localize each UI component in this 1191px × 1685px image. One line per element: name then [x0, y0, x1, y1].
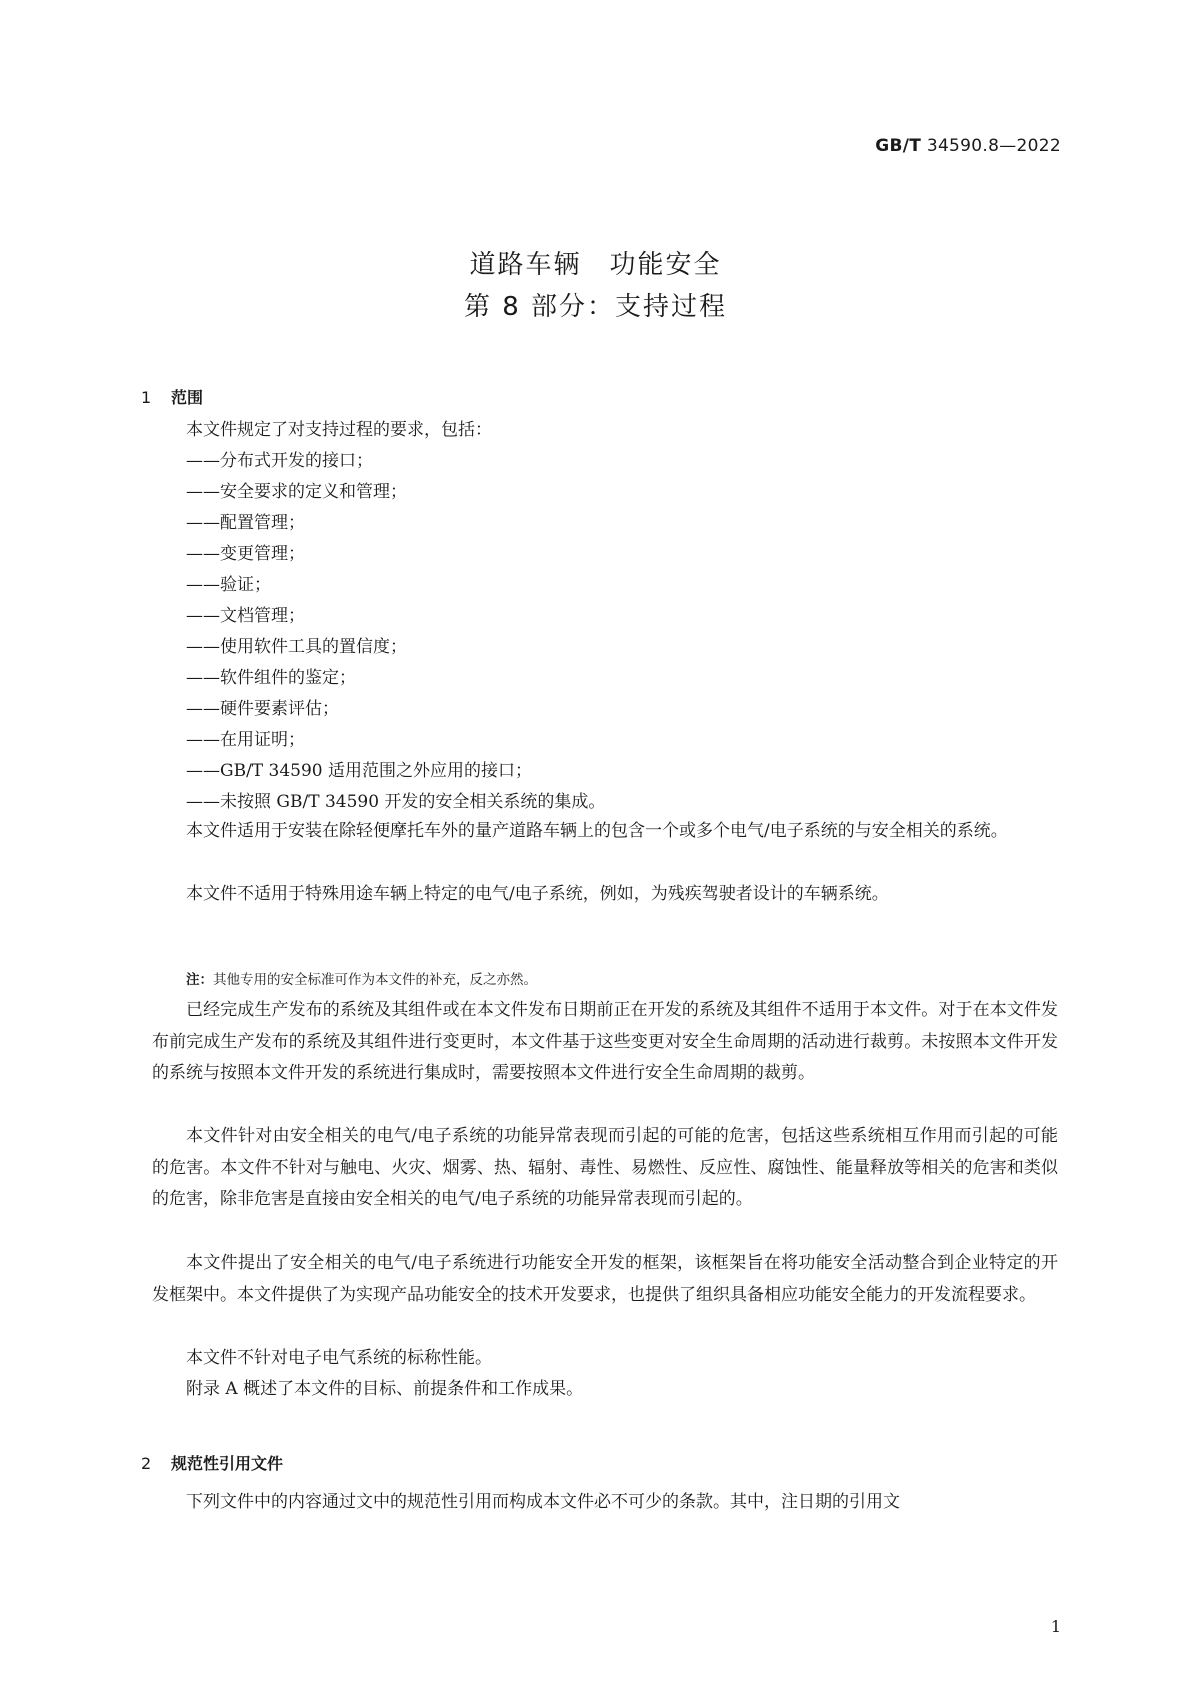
paragraph-applicability: 本文件适用于安装在除轻便摩托车外的量产道路车辆上的包含一个或多个电气/电子系统的与安全相关的系统。 [186, 821, 1008, 841]
note [186, 970, 537, 990]
paragraph-framework: 本文件提出了安全相关的电气/电子系统进行功能安全开发的框架，该框架旨在将功能安全活动整合到企业特定的开发框架中。本文件提供了为实现产品功能安全的技术开发要求，也提供了组织具备相应功能安全能力的开发流程要求。 [152, 1253, 1058, 1305]
scope-list-item: ——未按照 GB/T 34590 开发的安全相关系统的集成。 [186, 792, 606, 812]
document-title: 道路车辆 功能安全 [469, 250, 722, 280]
scope-intro: 本文件规定了对支持过程的要求，包括： [186, 420, 492, 440]
standard-prefix: GB/T [875, 136, 922, 156]
scope-list-item: ——使用软件工具的置信度； [186, 637, 407, 657]
section-2-title: 规范性引用文件 [171, 1454, 284, 1473]
section-2-heading [141, 1451, 283, 1474]
paragraph-exclusion: 本文件不适用于特殊用途车辆上特定的电气/电子系统，例如，为残疾驾驶者设计的车辆系统。 [186, 884, 889, 904]
scope-list-item: ——分布式开发的接口； [186, 451, 373, 471]
paragraph-normative-references: 下列文件中的内容通过文中的规范性引用而构成本文件必不可少的条款。其中，注日期的引用文 [186, 1492, 900, 1512]
section-2-number: 2 [141, 1454, 152, 1473]
note-label: 注： [186, 972, 213, 988]
note-text: 其他专用的安全标准可作为本文件的补充，反之亦然。 [213, 972, 537, 988]
paragraph-nominal-performance: 本文件不针对电子电气系统的标称性能。 [186, 1348, 492, 1368]
page-number: 1 [1050, 1617, 1061, 1636]
scope-list-item: ——配置管理； [186, 513, 305, 533]
standard-code [875, 136, 1061, 156]
scope-list-item: ——验证； [186, 575, 271, 595]
scope-list-item: ——软件组件的鉴定； [186, 668, 356, 688]
scope-list-item: ——文档管理； [186, 606, 305, 626]
section-1-number: 1 [141, 388, 152, 407]
paragraph-annex: 附录 A 概述了本文件的目标、前提条件和工作成果。 [186, 1379, 584, 1399]
paragraph-hazards: 本文件针对由安全相关的电气/电子系统的功能异常表现而引起的可能的危害，包括这些系统相互作用而引起的可能的危害。本文件不针对与触电、火灾、烟雾、热、辐射、毒性、易燃性、反应性、腐蚀性、能量释放等相关的危害和类似的危害，除非危害是直接由安全相关的电气/电子系统的功能异常表现而引起的。 [152, 1126, 1058, 1210]
document-subtitle: 第 8 部分：支持过程 [463, 292, 728, 322]
paragraph-existing-systems: 已经完成生产发布的系统及其组件或在本文件发布日期前正在开发的系统及其组件不适用于本文件。对于在本文件发布前完成生产发布的系统及其组件进行变更时，本文件基于这些变更对安全生命周期的活动进行裁剪。未按照本文件开发的系统与按照本文件开发的系统进行集成时，需要按照本文件进行安全生命周期的裁剪。 [152, 1000, 1058, 1084]
section-1-title: 范围 [171, 388, 204, 407]
scope-list-item: ——硬件要素评估； [186, 699, 339, 719]
scope-list-item: ——GB/T 34590 适用范围之外应用的接口； [186, 761, 533, 781]
scope-list-item: ——在用证明； [186, 730, 305, 750]
scope-list-item: ——安全要求的定义和管理； [186, 482, 407, 502]
section-1-heading [141, 385, 203, 408]
scope-list-item: ——变更管理； [186, 544, 305, 564]
standard-number: 34590.8—2022 [926, 136, 1061, 156]
